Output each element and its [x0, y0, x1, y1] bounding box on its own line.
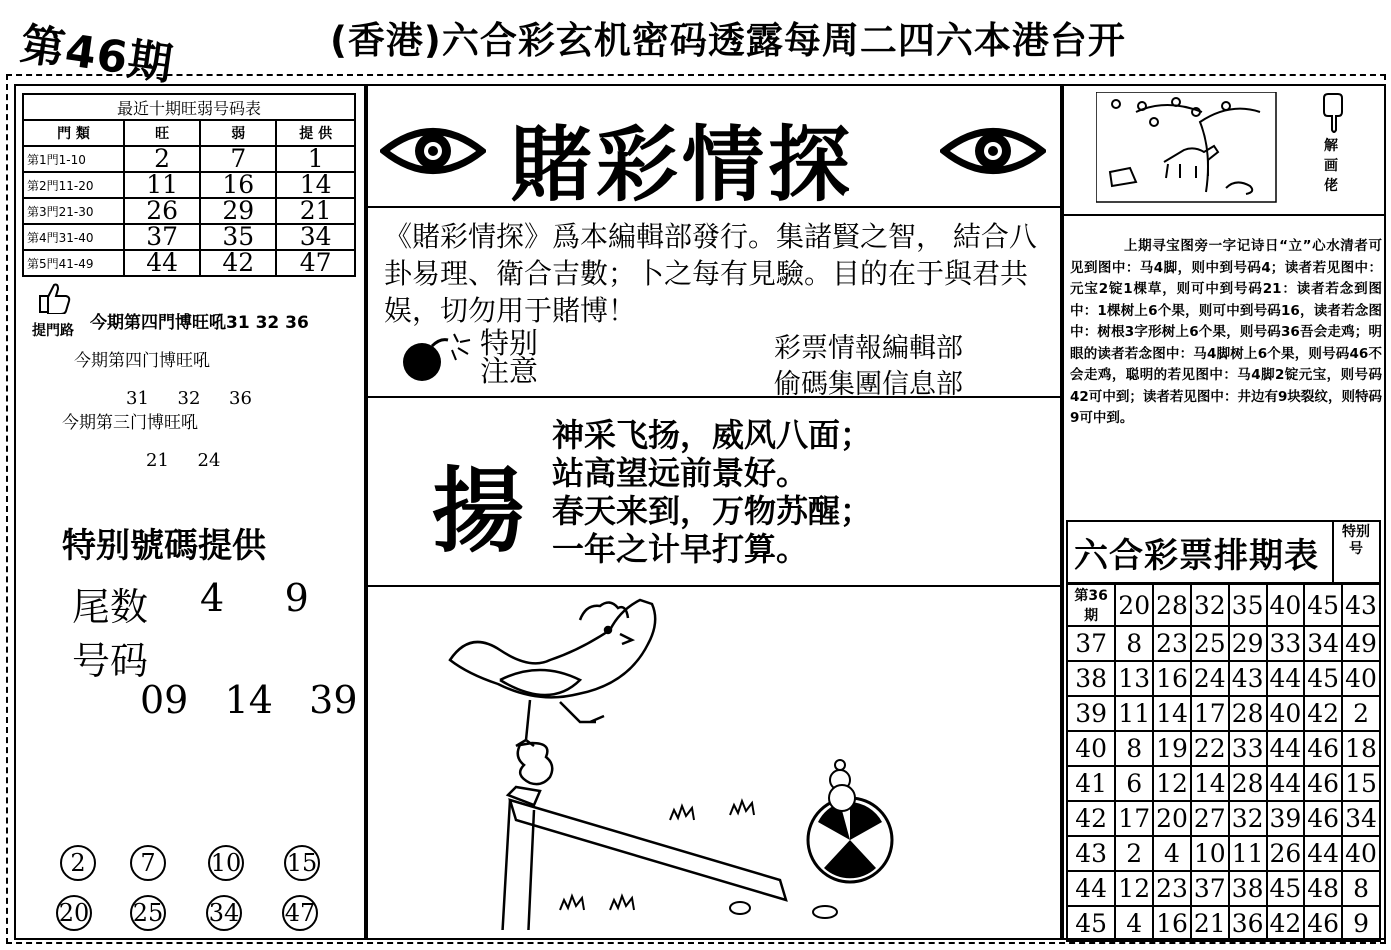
- draw-number: 23: [1153, 626, 1191, 661]
- schedule-row: [1067, 906, 1380, 941]
- draw-number: 42: [1267, 906, 1305, 941]
- ti-value: 34: [276, 224, 355, 250]
- special-number: 8: [1342, 871, 1380, 906]
- table-row: [23, 198, 355, 224]
- dept-2: 偷碼集團信息部: [774, 369, 963, 400]
- draw-number: 33: [1267, 626, 1305, 661]
- schedule-row: [1067, 731, 1380, 766]
- pic-caption: 解画佬: [1324, 138, 1338, 194]
- draw-number: 34: [1304, 626, 1342, 661]
- wang-value: 37: [124, 224, 200, 250]
- draw-number: 8: [1115, 731, 1153, 766]
- draw-number: 46: [1304, 731, 1342, 766]
- draw-number: 2: [1115, 836, 1153, 871]
- eye-icon: [940, 118, 1046, 184]
- number-circle: 15: [284, 845, 320, 881]
- schedule-row: [1067, 836, 1380, 871]
- draw-number: 45: [1267, 871, 1305, 906]
- special-number: 2: [1342, 696, 1380, 731]
- poem-line: 站高望远前景好。: [552, 454, 809, 492]
- paper-title: 賭彩情探: [510, 117, 855, 213]
- draw-number: 27: [1191, 801, 1229, 836]
- draw-number: 11: [1115, 696, 1153, 731]
- number-circle: 47: [282, 895, 318, 931]
- ti-value: 1: [276, 146, 355, 172]
- draw-number: 25: [1191, 626, 1229, 661]
- notice-label: 注意: [480, 354, 539, 388]
- draw-number: 44: [1267, 766, 1305, 801]
- draw-number: 38: [1229, 871, 1267, 906]
- special-number: 43: [1342, 584, 1380, 626]
- divider: [366, 585, 1062, 587]
- poem-line: 一年之计早打算。: [552, 530, 809, 568]
- notice-label: 特别: [480, 326, 539, 360]
- special-number: 49: [1342, 626, 1380, 661]
- wang-value: 2: [124, 146, 200, 172]
- draw-number: 44: [1267, 731, 1305, 766]
- door4-line: 今期第四门博旺吼: [74, 351, 210, 371]
- issue-label: 37: [1067, 626, 1115, 661]
- bomb-icon: [402, 332, 474, 384]
- draw-number: 35: [1229, 584, 1267, 626]
- row-label: 第2門11-20: [23, 172, 124, 198]
- special-number: 9: [1342, 906, 1380, 941]
- special-number: 34: [1342, 801, 1380, 836]
- history-caption: 最近十期旺弱号码表: [23, 94, 355, 120]
- issue-label: 41: [1067, 766, 1115, 801]
- draw-number: 32: [1229, 801, 1267, 836]
- ruo-value: 42: [200, 250, 276, 276]
- number-circle: 20: [56, 895, 92, 931]
- number-circle: 10: [208, 845, 244, 881]
- tail-values: 4 9: [200, 576, 309, 620]
- history-table: [22, 93, 356, 277]
- number-circle: 7: [130, 845, 166, 881]
- big-character: 揚: [432, 457, 525, 565]
- row-label: 第1門1-10: [23, 146, 124, 172]
- issue-number: 第46期: [17, 18, 177, 91]
- special-header: 特别号: [1342, 524, 1370, 557]
- draw-number: 13: [1115, 661, 1153, 696]
- draw-number: 6: [1115, 766, 1153, 801]
- eye-icon: [380, 118, 486, 184]
- draw-number: 40: [1267, 584, 1305, 626]
- draw-number: 32: [1191, 584, 1229, 626]
- door4-numbers: 31 32 36: [126, 388, 252, 409]
- issue-label: 42: [1067, 801, 1115, 836]
- draw-number: 4: [1115, 906, 1153, 941]
- issue-label: 43: [1067, 836, 1115, 871]
- poem-line: 春天来到，万物苏醒；: [552, 492, 873, 530]
- pointing-hand-icon: [1320, 90, 1346, 134]
- wang-value: 26: [124, 198, 200, 224]
- door3-line: 今期第三门博旺吼: [62, 413, 198, 433]
- draw-number: 24: [1191, 661, 1229, 696]
- schedule-title: 六合彩票排期表: [1074, 536, 1319, 576]
- draw-number: 20: [1153, 801, 1191, 836]
- poem-line: 神采飞扬，威风八面；: [552, 416, 873, 454]
- draw-number: 11: [1229, 836, 1267, 871]
- draw-number: 12: [1153, 766, 1191, 801]
- divider: [1332, 520, 1334, 584]
- table-row: [23, 250, 355, 276]
- issue-label: 39: [1067, 696, 1115, 731]
- table-row: [23, 224, 355, 250]
- ti-value: 21: [276, 198, 355, 224]
- code-values: 09 14 39: [140, 678, 358, 722]
- draw-number: 21: [1191, 906, 1229, 941]
- divider: [1062, 214, 1386, 216]
- history-header: 旺: [124, 120, 200, 146]
- table-row: [23, 172, 355, 198]
- issue-label: 45: [1067, 906, 1115, 941]
- draw-number: 28: [1153, 584, 1191, 626]
- draw-number: 40: [1267, 696, 1305, 731]
- number-circle: 34: [206, 895, 242, 931]
- rooster-illustration: [430, 590, 910, 930]
- draw-number: 44: [1304, 836, 1342, 871]
- intro-text: 《賭彩情探》爲本編輯部發行。集諸賢之智， 結合八卦易理、衛合吉數；卜之每有見驗。目的在于與君共娱，切勿用于賭博！: [384, 220, 1037, 327]
- number-circle: 25: [130, 895, 166, 931]
- issue-label: 38: [1067, 661, 1115, 696]
- door3-numbers: 21 24: [146, 450, 221, 471]
- draw-number: 16: [1153, 906, 1191, 941]
- draw-number: 26: [1267, 836, 1305, 871]
- special-number: 40: [1342, 836, 1380, 871]
- draw-number: 22: [1191, 731, 1229, 766]
- draw-number: 46: [1304, 766, 1342, 801]
- special-number: 40: [1342, 661, 1380, 696]
- riddle-text: 上期寻宝图旁一字记诗日“立”心水清者可见到图中：马4脚，则中到号码4；读者若见图中：元宝2锭1棵草，则可中到号码21：读者若念到图中：1棵树上6个果，则可中到号码16，读者若念图中：树根3字形树上6个果，则号码36吾会走鸡；明眼的读者若念图中：马4脚树上6个果，则号码46不会走鸡，聪明的若见图中：马4脚2锭元宝，则号码42可中到；读者若见图中：井边有9块裂纹，则特码9可中到。: [1070, 238, 1382, 426]
- row-label: 第5門41-49: [23, 250, 124, 276]
- code-label: 号码: [72, 639, 149, 683]
- special-number: 15: [1342, 766, 1380, 801]
- ruo-value: 35: [200, 224, 276, 250]
- ti-value: 47: [276, 250, 355, 276]
- ruo-value: 16: [200, 172, 276, 198]
- history-header: 提 供: [276, 120, 355, 146]
- history-header: 弱: [200, 120, 276, 146]
- draw-number: 8: [1115, 626, 1153, 661]
- draw-number: 14: [1191, 766, 1229, 801]
- special-title: 特别號碼提供: [62, 526, 266, 566]
- thumbs-up-icon: [36, 282, 72, 314]
- draw-number: 4: [1153, 836, 1191, 871]
- draw-number: 17: [1191, 696, 1229, 731]
- draw-number: 42: [1304, 696, 1342, 731]
- draw-number: 28: [1229, 696, 1267, 731]
- draw-number: 33: [1229, 731, 1267, 766]
- number-circle: 2: [60, 845, 96, 881]
- history-header: 門 類: [23, 120, 124, 146]
- draw-number: 43: [1229, 661, 1267, 696]
- schedule-row: [1067, 871, 1380, 906]
- issue-label: 44: [1067, 871, 1115, 906]
- draw-number: 16: [1153, 661, 1191, 696]
- puzzle-picture: [1096, 92, 1278, 204]
- tail-label: 尾数: [72, 585, 149, 629]
- table-row: [23, 146, 355, 172]
- schedule-row: [1067, 584, 1380, 626]
- draw-number: 39: [1267, 801, 1305, 836]
- draw-number: 46: [1304, 801, 1342, 836]
- schedule-row: [1067, 801, 1380, 836]
- wang-value: 44: [124, 250, 200, 276]
- ruo-value: 29: [200, 198, 276, 224]
- draw-number: 17: [1115, 801, 1153, 836]
- issue-label: 第36期: [1067, 584, 1115, 626]
- row-label: 第3門21-30: [23, 198, 124, 224]
- draw-number: 37: [1191, 871, 1229, 906]
- draw-number: 44: [1267, 661, 1305, 696]
- schedule-row: [1067, 696, 1380, 731]
- draw-number: 46: [1304, 906, 1342, 941]
- draw-number: 45: [1304, 584, 1342, 626]
- draw-number: 45: [1304, 661, 1342, 696]
- row-label: 第4門31-40: [23, 224, 124, 250]
- draw-number: 48: [1304, 871, 1342, 906]
- headline: (香港)六合彩玄机密码透露每周二四六本港台开: [330, 19, 1126, 62]
- draw-number: 14: [1153, 696, 1191, 731]
- draw-number: 10: [1191, 836, 1229, 871]
- schedule-table: [1066, 583, 1381, 942]
- draw-number: 19: [1153, 731, 1191, 766]
- special-number: 18: [1342, 731, 1380, 766]
- schedule-row: [1067, 661, 1380, 696]
- draw-number: 36: [1229, 906, 1267, 941]
- dept-1: 彩票情報編輯部: [774, 333, 963, 364]
- draw-number: 20: [1115, 584, 1153, 626]
- schedule-row: [1067, 766, 1380, 801]
- draw-number: 28: [1229, 766, 1267, 801]
- draw-number: 12: [1115, 871, 1153, 906]
- tip-line: 今期第四門博旺吼31 32 36: [90, 313, 309, 333]
- schedule-row: [1067, 626, 1380, 661]
- issue-label: 40: [1067, 731, 1115, 766]
- draw-number: 23: [1153, 871, 1191, 906]
- tip-label: 提門路: [32, 323, 74, 339]
- draw-number: 29: [1229, 626, 1267, 661]
- ti-value: 14: [276, 172, 355, 198]
- wang-value: 11: [124, 172, 200, 198]
- ruo-value: 7: [200, 146, 276, 172]
